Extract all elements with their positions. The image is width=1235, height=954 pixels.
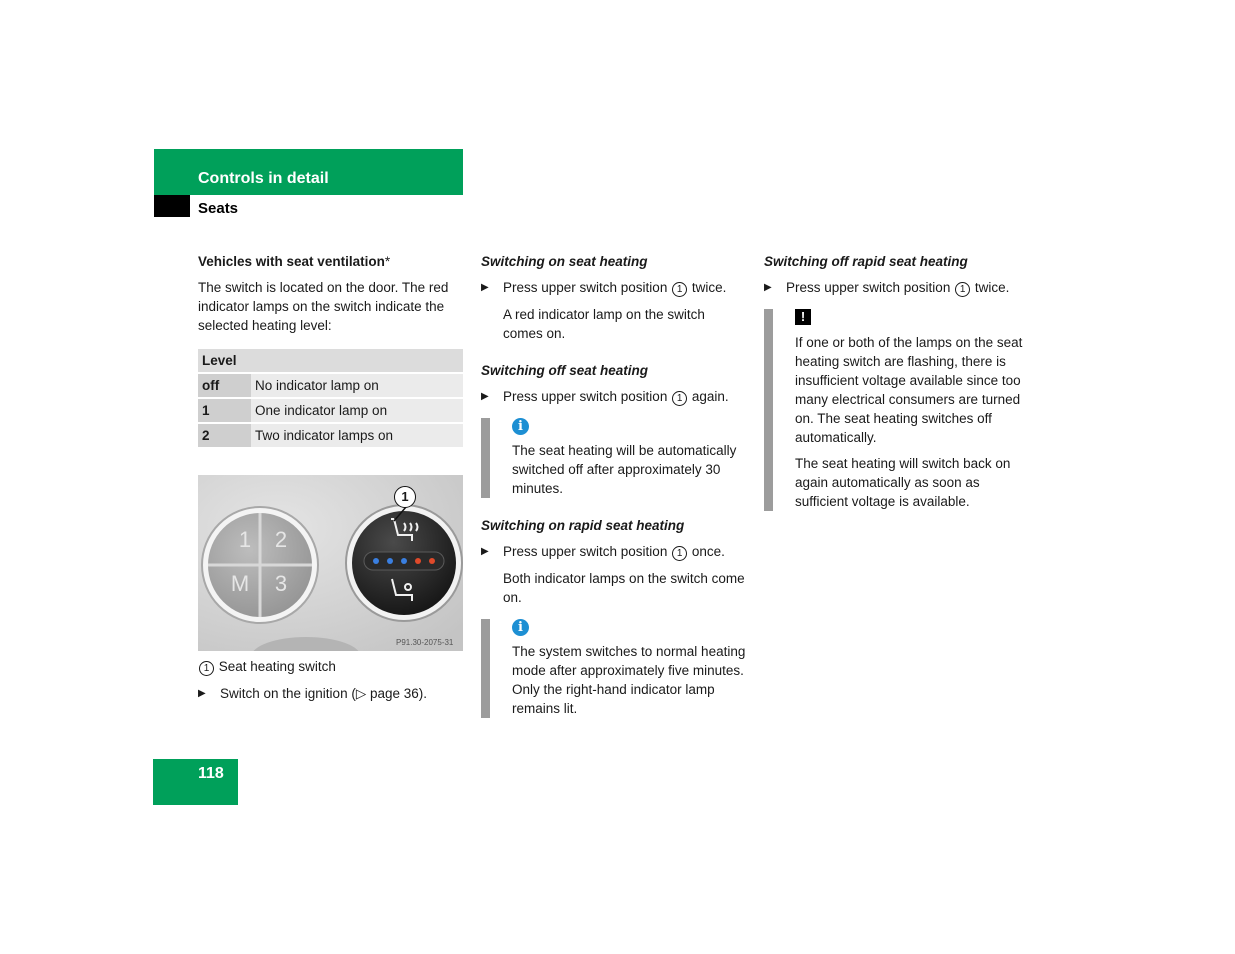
table-cell-desc: No indicator lamp on [251,374,463,397]
step-text: twice. [691,280,727,295]
memory-button-label: 3 [274,571,288,596]
warning-icon: ! [795,309,811,325]
level-table [198,347,463,449]
info-note-text: The seat heating will be automatically switched off after approximately 30 minutes. [512,443,737,496]
step-text: once. [691,544,725,559]
table-header-row [198,349,463,372]
bullet-arrow-icon: ▶ [481,391,489,402]
info-icon: i [512,619,529,636]
table-row [198,399,463,422]
table-cell-level: 2 [198,424,251,447]
info-note-timer [481,418,746,498]
memory-button-label: M [230,571,250,596]
ignition-step [198,684,463,703]
position-number: 1 [672,546,687,561]
bullet-arrow-icon: ▶ [481,282,489,293]
info-note-text: The system switches to normal heating mode after approximately five minutes. Only the right-hand indicator lamp remains lit. [512,644,746,716]
column-1-lower [198,657,463,703]
step-rapid-on [481,542,746,561]
table-row [198,374,463,397]
memory-button-label: 1 [238,527,252,552]
figure-caption [198,657,463,676]
warning-text: If one or both of the lamps on the seat heating switch are flashing, there is insufficient voltage available since too many electrical consumers are turned on. The seat heating switches off automatically. [795,335,1023,445]
step-text: Switch on the ignition (▷ page 36). [220,686,428,701]
page-number-box [153,759,238,805]
col1-heading [198,252,463,271]
warning-text: The seat heating will switch back on again automatically as soon as sufficient voltage is available. [795,456,1011,509]
subsection-title: Seats [198,200,239,217]
table-cell-desc: One indicator lamp on [251,399,463,422]
step-text: twice. [974,280,1010,295]
column-3 [764,252,1034,511]
bullet-arrow-icon: ▶ [198,688,206,699]
table-row [198,424,463,447]
result-switch-on: A red indicator lamp on the switch comes on. [503,307,705,341]
position-number: 1 [955,282,970,297]
step-text: again. [691,389,729,404]
heading-rapid-off: Switching off rapid seat heating [764,254,968,269]
memory-button-label: 2 [274,527,288,552]
callout-number: 1 [394,486,416,508]
table-cell-desc: Two indicator lamps on [251,424,463,447]
info-icon: i [512,418,529,435]
column-1 [198,252,463,449]
heading-rapid-on: Switching on rapid seat heating [481,518,685,533]
step-rapid-off [764,278,1034,297]
result-rapid-on: Both indicator lamps on the switch come on. [503,571,745,605]
caption-number: 1 [199,661,214,676]
step-text: Press upper switch position [503,280,668,295]
position-number: 1 [672,391,687,406]
warning-note [764,309,1034,511]
step-text: Press upper switch position [503,544,668,559]
seat-heating-switch-photo [198,475,463,651]
step-switch-on [481,278,746,297]
step-text: Press upper switch position [503,389,668,404]
table-cell-level: 1 [198,399,251,422]
info-note-normal-mode [481,619,746,718]
page-number: 118 [198,765,224,782]
step-switch-off [481,387,746,406]
column-2 [481,252,746,718]
image-code: P91.30-2075-31 [396,638,454,647]
table-header-level: Level [198,349,251,372]
step-text: Press upper switch position [786,280,951,295]
subsection-marker [154,195,190,217]
table-cell-level: off [198,374,251,397]
switch-illustration [198,475,463,651]
heading-switching-on: Switching on seat heating [481,254,648,269]
footnote-mark: * [384,254,391,269]
position-number: 1 [672,282,687,297]
col1-heading-text: Vehicles with seat ventilation [198,254,385,269]
table-header-empty [251,349,463,372]
heading-switching-off: Switching off seat heating [481,363,649,378]
col1-intro: The switch is located on the door. The red indicator lamps on the switch indicate the selected heating level: [198,280,449,333]
section-title: Controls in detail [198,170,329,187]
bullet-arrow-icon: ▶ [764,282,772,293]
bullet-arrow-icon: ▶ [481,546,489,557]
caption-text: Seat heating switch [218,659,336,674]
